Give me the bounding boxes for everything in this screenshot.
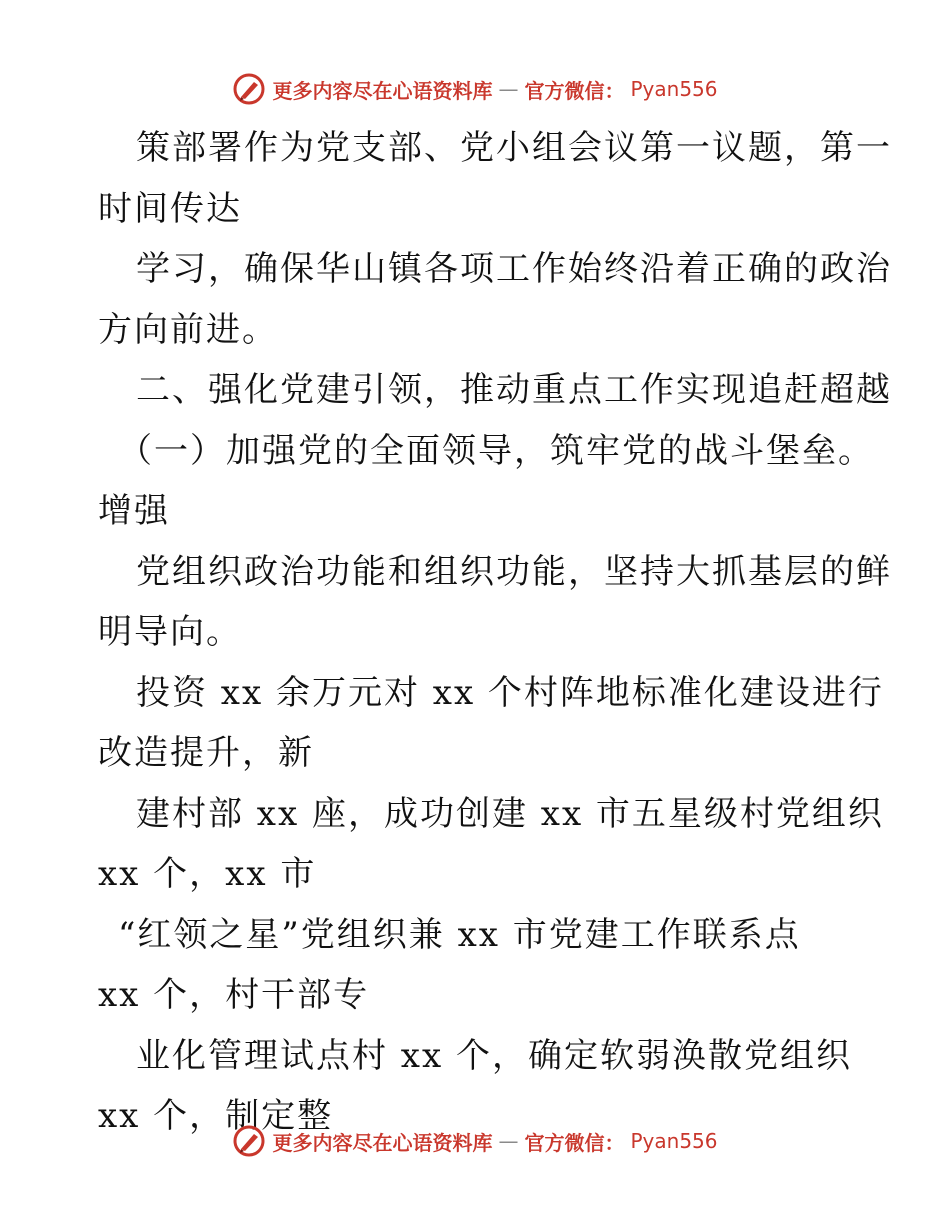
watermark-id: Pyan556 bbox=[630, 77, 718, 101]
document-body bbox=[98, 118, 892, 1147]
watermark-sub: 官方微信： bbox=[524, 1130, 625, 1155]
footer-watermark bbox=[0, 1124, 950, 1158]
text-line: “红领之星”党组织兼 xx 市党建工作联系点 bbox=[118, 914, 801, 955]
text-line: xx 个，制定整 bbox=[98, 1096, 334, 1136]
text-line: 建村部 xx 座，成功创建 xx 市五星级村党组织 bbox=[136, 793, 884, 834]
text-line: 投资 xx 余万元对 xx 个村阵地标准化建设进行 bbox=[136, 672, 884, 713]
watermark-id: Pyan556 bbox=[630, 1129, 718, 1153]
text-line: xx 个，村干部专 bbox=[98, 975, 370, 1015]
watermark-sub: 官方微信： bbox=[524, 78, 625, 103]
text-line: 党组织政治功能和组织功能，坚持大抓基层的鲜 bbox=[136, 551, 892, 592]
text-line: 策部署作为党支部、党小组会议第一议题，第一 bbox=[136, 128, 892, 168]
section-heading: 二、强化党建引领，推动重点工作实现追赶超越 bbox=[136, 370, 892, 410]
text-line: 时间传达 bbox=[98, 188, 242, 229]
watermark-separator: — bbox=[498, 1129, 519, 1153]
watermark-separator: — bbox=[498, 77, 519, 101]
text-line: 明导向。 bbox=[98, 612, 242, 652]
header-watermark bbox=[0, 72, 950, 106]
watermark-brand: 更多内容尽在心语资料库 bbox=[272, 1130, 493, 1155]
pen-seal-icon bbox=[232, 1124, 266, 1158]
text-line: xx 个，xx 市 bbox=[98, 854, 317, 894]
text-line: 方向前进。 bbox=[98, 309, 278, 350]
subsection-heading: （一）加强党的全面领导，筑牢党的战斗堡垒。 bbox=[118, 430, 874, 471]
text-line: 业化管理试点村 xx 个，确定软弱涣散党组织 bbox=[136, 1035, 852, 1076]
text-line: 学习，确保华山镇各项工作始终沿着正确的政治 bbox=[136, 249, 892, 289]
pen-seal-icon bbox=[232, 72, 266, 106]
text-line: 改造提升，新 bbox=[98, 733, 314, 773]
text-line: 增强 bbox=[98, 491, 170, 531]
watermark-brand: 更多内容尽在心语资料库 bbox=[272, 78, 493, 103]
